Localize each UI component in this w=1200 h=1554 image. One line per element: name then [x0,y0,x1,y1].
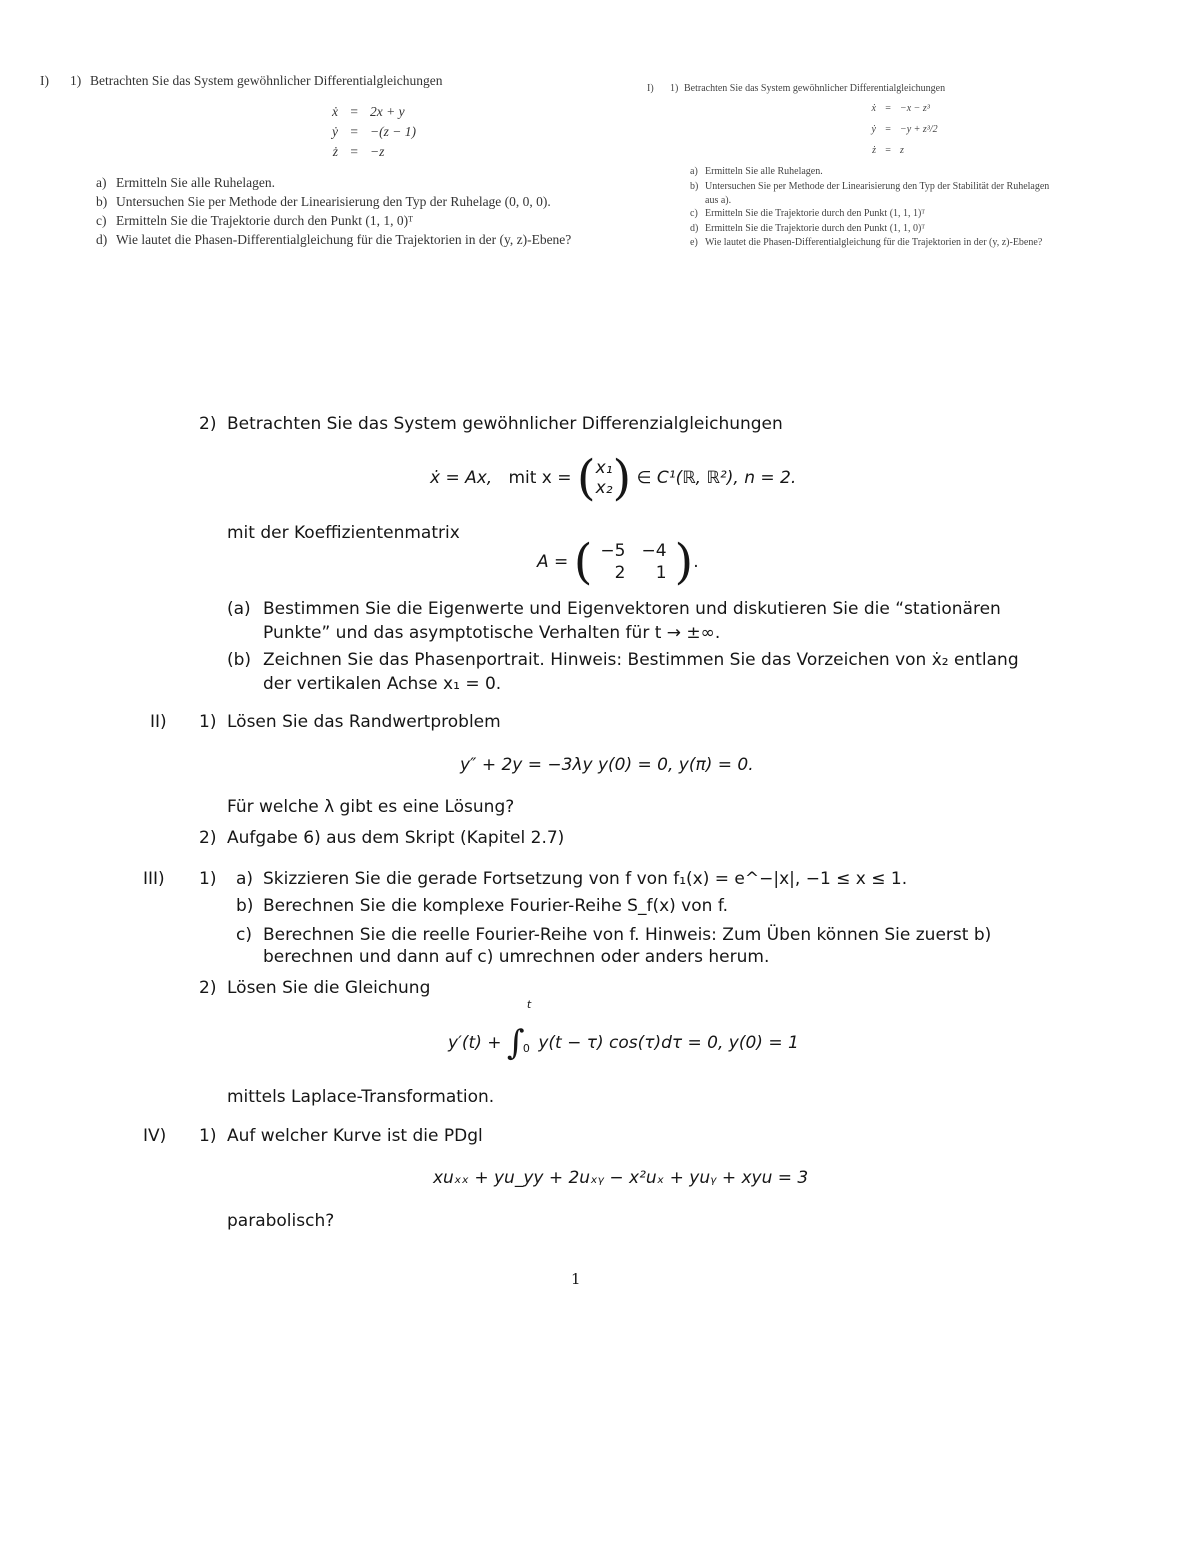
problem-after: mittels Laplace-Transformation. [227,1087,495,1107]
system-equation [430,452,796,504]
tl-item-label: c) [96,213,107,228]
right-paren: ) [612,450,632,506]
section-label: IV) [143,1126,167,1146]
tr-intro: Betrachten Sie das System gewöhnlicher Differentialgleichungen [684,83,946,94]
tl-item-text: Ermitteln Sie alle Ruhelagen. [116,175,275,190]
item-line: der vertikalen Achse x₁ = 0. [263,674,502,694]
integral-eq-right: y(t − τ) cos(τ)dτ = 0, y(0) = 1 [538,1033,799,1053]
tl-intro: Betrachten Sie das System gewöhnlicher Differentialgleichungen [90,73,443,88]
tr-problem-number: 1) [670,83,679,94]
tl-item-text: Ermitteln Sie die Trajektorie durch den Punkt (1, 1, 0)ᵀ [116,213,413,228]
tr-item-text: aus a). [705,195,732,206]
problem-number: 2) [199,828,217,848]
tl-section-label: I) [40,73,49,88]
tl-item-label: a) [96,175,107,190]
problem-text: Aufgabe 6) aus dem Skript (Kapitel 2.7) [227,828,565,848]
item-line: Bestimmen Sie die Eigenwerte und Eigenvektoren und diskutieren Sie die “stationären [263,599,1001,619]
integral-eq-left: y′(t) + [448,1033,502,1053]
equation-mit: mit x = [508,468,572,488]
integral-lower-limit: 0 [522,1042,530,1055]
tl-item-text: Untersuchen Sie per Methode der Linearisierung den Typ der Ruhelage (0, 0, 0). [116,194,551,209]
item-line: Zeichnen Sie das Phasenportrait. Hinweis: Bestimmen Sie das Vorzeichen von ẋ₂ entlang [263,650,1019,670]
equation-lhs: ẋ = Ax, [430,468,493,488]
problem-number: 2) [199,978,217,998]
tl-item-label: d) [96,232,108,247]
tr-item-text: Ermitteln Sie die Trajektorie durch den Punkt (1, 1, 1)ᵀ [705,208,925,219]
tr-item-label: d) [690,223,699,234]
problem-intro: Betrachten Sie das System gewöhnlicher Differenzialgleichungen [227,414,783,434]
boundary-value-equation: y″ + 2y = −3λy y(0) = 0, y(π) = 0. [460,755,754,775]
item-line: Punkte” und das asymptotische Verhalten für t → ±∞. [263,623,721,643]
item-label: c) [236,925,252,945]
item-label: a) [236,869,254,889]
item-line: Berechnen Sie die reelle Fourier-Reihe von f. Hinweis: Zum Üben können Sie zuerst b) [263,925,992,945]
tl-item-text: Wie lautet die Phasen-Differentialgleichung für die Trajektorien in der (y, z)-Ebene? [116,232,572,247]
section-label: II) [150,712,167,732]
tr-section-label: I) [647,83,654,94]
tl-item-label: b) [96,194,108,209]
problem-text: Auf welcher Kurve ist die PDgl [227,1126,483,1146]
item-label: (b) [227,650,252,670]
tr-equation-3: ż = z [872,145,904,156]
integral-equation [448,998,799,1071]
problem-question: Für welche λ gibt es eine Lösung? [227,797,515,817]
item-label: b) [236,896,254,916]
item-label: (a) [227,599,251,619]
tl-equation-2: ẏ = −(z − 1) [332,124,416,139]
matrix-table: −5 −4 2 1 [600,541,667,583]
tr-item-text: Ermitteln Sie alle Ruhelagen. [705,166,823,177]
tr-equation-2: ẏ = −y + z³/2 [871,124,938,135]
problem-text: Lösen Sie die Gleichung [227,978,431,998]
item-line: berechnen und dann auf c) umrechnen oder anders herum. [263,947,770,967]
item-line: Skizzieren Sie die gerade Fortsetzung von f von f₁(x) = e^−|x|, −1 ≤ x ≤ 1. [263,869,908,889]
problem-number: 1) [199,869,217,889]
tr-item-label: b) [690,181,699,192]
page-number: 1 [571,1270,581,1288]
tr-item-text: Untersuchen Sie per Methode der Linearisierung den Typ der Stabilität der Ruhelagen [705,181,1050,192]
problem-number: 2) [199,414,217,434]
tr-item-label: c) [690,208,698,219]
vector-components: x₁ x₂ [595,458,613,498]
tl-equation-1: ẋ = 2x + y [332,104,405,119]
coefficient-matrix: A = ( −5 −4 2 1 ). [537,534,699,590]
left-paren: ( [576,450,596,506]
section-label: III) [143,869,165,889]
coefficient-text: mit der Koeffizientenmatrix [227,523,460,543]
integral-upper-limit: t [526,998,532,1011]
pde-equation: xuₓₓ + yu_yy + 2uₓᵧ − x²uₓ + yuᵧ + xyu = 3 [433,1168,809,1188]
tl-problem-number: 1) [70,73,82,88]
matrix-left-paren: ( [573,534,593,590]
tr-item-text: Ermitteln Sie die Trajektorie durch den Punkt (1, 1, 0)ᵀ [705,223,925,234]
problem-after: parabolisch? [227,1211,335,1231]
problem-number: 1) [199,1126,217,1146]
tr-item-text: Wie lautet die Phasen-Differentialgleichung für die Trajektorien in der (y, z)-Ebene? [705,237,1043,248]
item-line: Berechnen Sie die komplexe Fourier-Reihe S_f(x) von f. [263,896,728,916]
tl-equation-3: ż = −z [332,144,385,159]
tr-equation-1: ẋ = −x − z³ [871,103,930,114]
tr-item-label: e) [690,237,698,248]
problem-number: 1) [199,712,217,732]
equation-rest: ∈ C¹(ℝ, ℝ²), n = 2. [636,468,797,488]
tr-item-label: a) [690,166,698,177]
problem-text: Lösen Sie das Randwertproblem [227,712,501,732]
matrix-right-paren: ) [674,534,694,590]
matrix-lhs: A = [537,552,569,572]
integral-sign: ∫ t 0 [506,998,532,1063]
